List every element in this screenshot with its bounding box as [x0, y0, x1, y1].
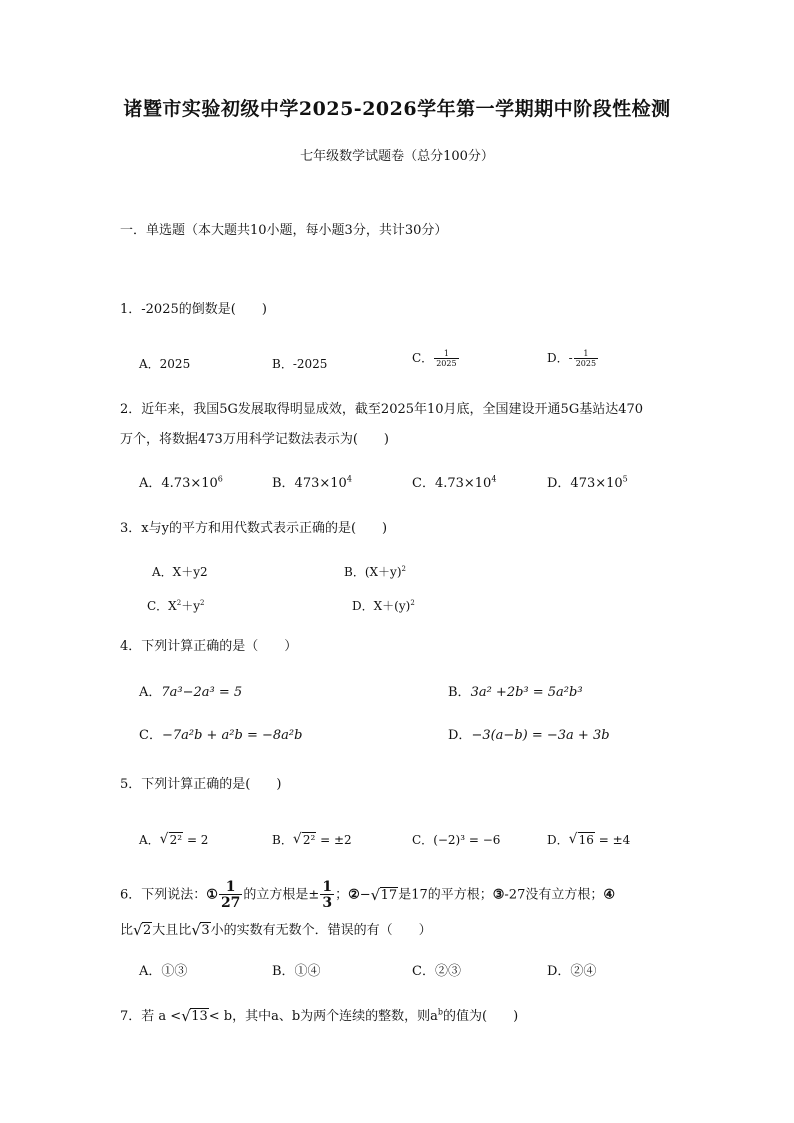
q6-option-d: D．②④	[547, 964, 597, 979]
q2-option-a: A．$4.73\times 10^6$	[139, 474, 223, 491]
q5-option-a: A．√ 2² = 2	[139, 831, 208, 848]
q1-option-a: A．2025	[139, 357, 191, 371]
exam-subtitle: 七年级数学试题卷（总分100分）	[300, 149, 494, 164]
sqrt-sign: √ 13	[181, 1009, 209, 1024]
q4-option-a: A．7a³−2a³ = 5	[139, 685, 243, 700]
q6-option-b: B．①④	[272, 964, 321, 979]
question-4-stem: 4．下列计算正确的是（ ）	[120, 639, 298, 654]
sqrt-sign: √ 2²	[293, 833, 316, 847]
sqrt-sign: √ 16	[569, 833, 595, 847]
q3-option-d: D．$X+(y)^2$	[352, 599, 415, 613]
sqrt-sign: √ 17	[371, 888, 399, 903]
sqrt-sign: √ 3	[191, 923, 210, 938]
question-7-stem: 7．若 a <√ 13< b，其中a、b为两个连续的整数，则$a^b$的值为( )	[120, 1005, 518, 1024]
q2-option-b: B．$473\times 10^4$	[272, 474, 352, 491]
q1-option-d: D．- $\frac{1}{2025}$	[547, 348, 597, 368]
q1-option-c: C． $\frac{1}{2025}$	[412, 348, 457, 368]
q5-option-d: D．√ 16 = ±4	[547, 831, 630, 848]
q5-option-b: B．√ 2² = ±2	[272, 831, 352, 848]
q4-option-b: B．3a² +2b³ = 5a²b³	[448, 685, 583, 700]
question-1-stem: 1．-2025的倒数是( )	[120, 302, 267, 317]
q1-option-b: B．-2025	[272, 357, 328, 371]
q2-option-d: D．$473\times 10^5$	[547, 474, 628, 491]
question-2-line-2: 万个，将数据473万用科学记数法表示为( )	[120, 432, 389, 447]
question-2-line-1: 2．近年来，我国5G发展取得明显成效，截至2025年10月底，全国建设开通5G基站达470	[120, 402, 644, 417]
sqrt-sign: √ 2²	[160, 833, 183, 847]
section-heading: 一．单选题（本大题共10小题，每小题3分，共计30分）	[120, 223, 448, 238]
q3-option-b: B．$(X+y)^2$	[344, 565, 406, 579]
question-3-stem: 3．x与y的平方和用代数式表示正确的是( )	[120, 521, 388, 536]
exam-title: 诸暨市实验初级中学2025-2026学年第一学期期中阶段性检测	[123, 98, 671, 120]
q5-option-c: C．(−2)³ = −6	[412, 833, 501, 847]
q4-option-c: C．−7a²b + a²b = −8a²b	[139, 728, 303, 743]
q4-option-d: D．−3(a−b) = −3a + 3b	[448, 728, 610, 743]
question-6-line-1: 6．下列说法：① $\frac{1}{27}$ 的立方根是± $\frac{1}{3}$ ；②−√ 17是17的平方根；③-27没有立方根；④	[120, 880, 615, 910]
question-6-line-2: 比√ 2大且比√ 3小的实数有无数个．错误的有（ ）	[120, 919, 432, 938]
q3-option-a: A．X＋y2	[152, 565, 208, 579]
q2-option-c: C．$4.73\times 10^4$	[412, 474, 497, 491]
question-5-stem: 5．下列计算正确的是( )	[120, 777, 282, 792]
q6-option-a: A．①③	[139, 964, 188, 979]
q3-option-c: C．$X^2+y^2$	[147, 599, 205, 613]
q6-option-c: C．②③	[412, 964, 461, 979]
sqrt-sign: √ 2	[133, 923, 152, 938]
